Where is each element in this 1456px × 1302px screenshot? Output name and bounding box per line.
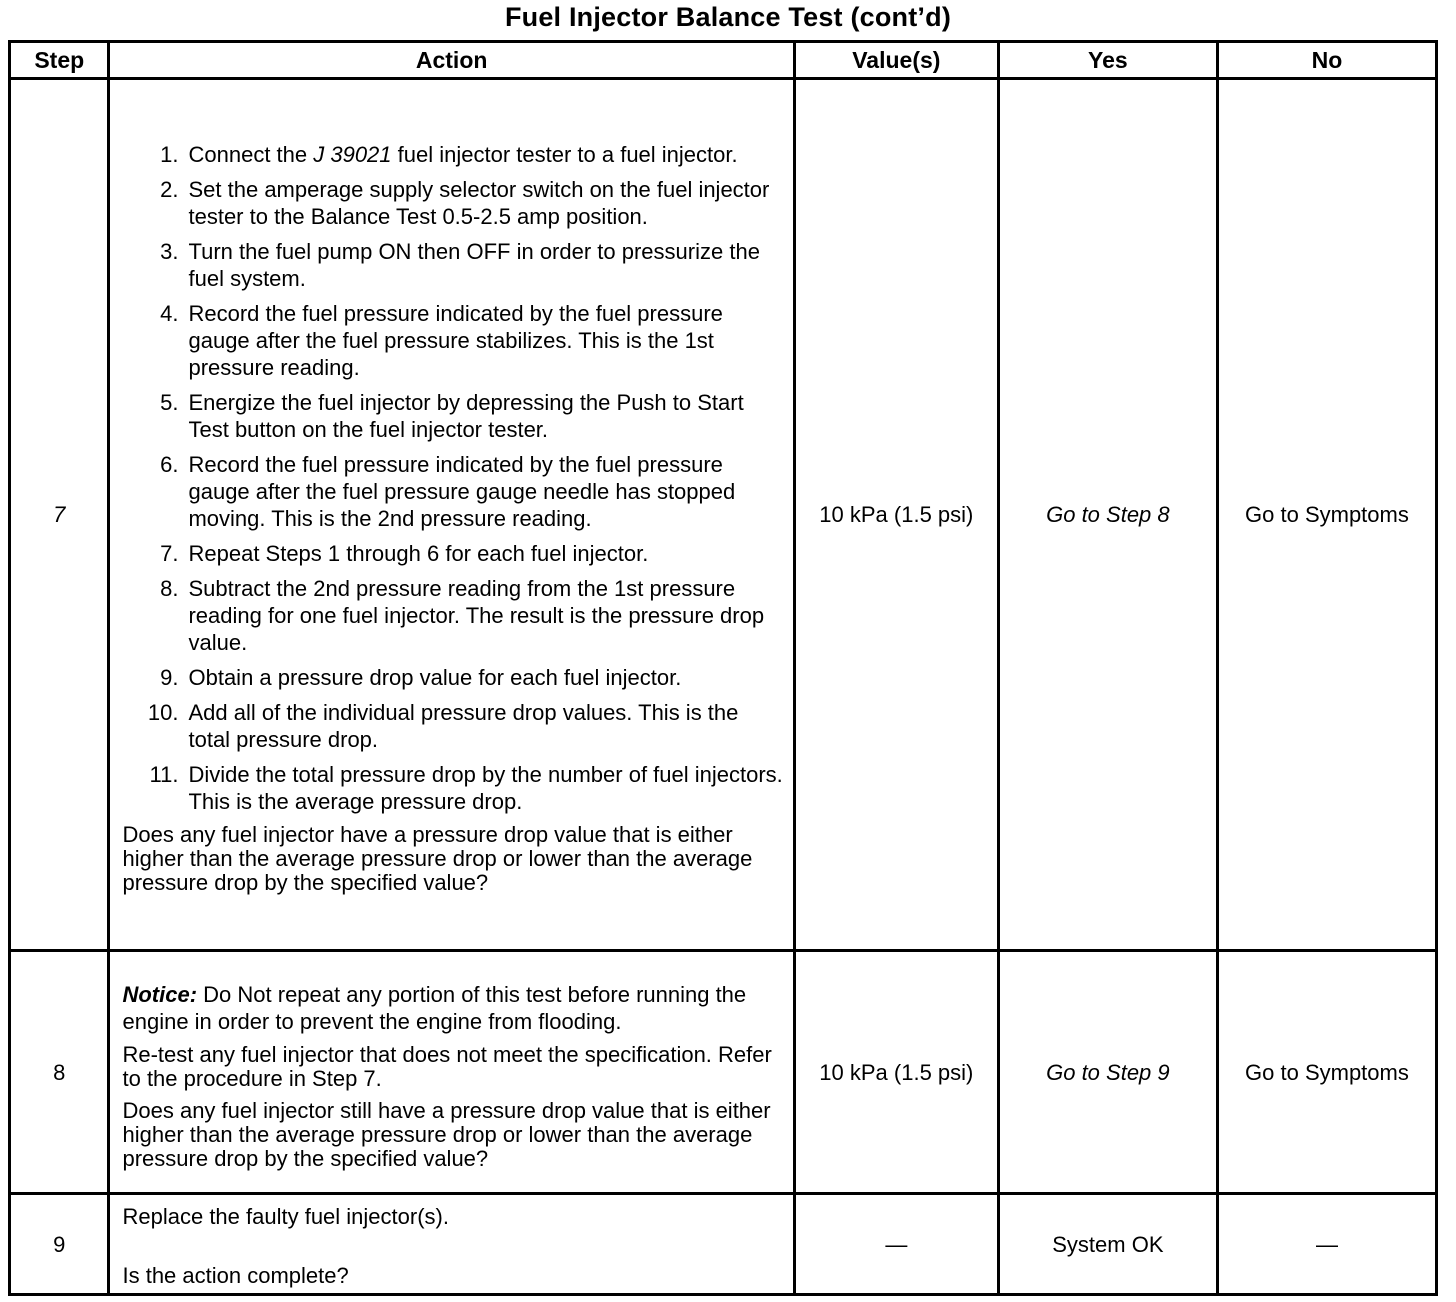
list-item	[122, 176, 782, 230]
no-link[interactable]: Go to Symptoms	[1245, 502, 1409, 527]
substep-text: Record the fuel pressure indicated by the fuel pressure gauge after the fuel pressure stabilizes. This is the 1st pressure reading.	[188, 300, 723, 380]
yes-cell	[998, 1194, 1217, 1295]
yes-link[interactable]: System OK	[1052, 1231, 1164, 1257]
value-cell: 10 kPa (1.5 psi)	[794, 79, 998, 951]
no-cell: —	[1217, 1194, 1436, 1295]
table-row	[10, 79, 1437, 951]
substep-text-pre: Connect the	[188, 141, 314, 167]
substep-number: 7.	[160, 540, 179, 566]
substep-text	[188, 141, 782, 168]
yes-cell	[998, 951, 1217, 1194]
page-title: Fuel Injector Balance Test (cont’d)	[504, 2, 952, 32]
substep-number: 1.	[160, 141, 179, 167]
substep-text: Energize the fuel injector by depressing the Push to Start Test button on the fuel injector tester.	[188, 389, 744, 442]
table-row	[10, 951, 1437, 1194]
substep-number: 2.	[160, 176, 179, 202]
action-cell	[109, 951, 794, 1194]
substep-number: 6.	[160, 451, 179, 477]
substep-number: 11.	[149, 761, 179, 787]
retest-paragraph: Re-test any fuel injector that does not meet the specification. Refer to the procedure in Step 7.	[122, 1042, 772, 1091]
header-action: Action	[109, 42, 794, 79]
question-text: Is the action complete?	[122, 1263, 349, 1288]
list-item	[122, 575, 782, 656]
list-item	[122, 699, 782, 753]
substep-number: 10.	[147, 699, 179, 725]
substep-text: Record the fuel pressure indicated by the fuel pressure gauge after the fuel pressure gauge needle has stopped moving. This is the 2nd pressure reading.	[188, 451, 736, 531]
substep-text: Set the amperage supply selector switch on the fuel injector tester to the Balance Test 0.5-2.5 amp position.	[188, 176, 770, 229]
value-cell: 10 kPa (1.5 psi)	[794, 951, 998, 1194]
substep-text: Turn the fuel pump ON then OFF in order to pressurize the fuel system.	[188, 238, 760, 291]
substep-number: 4.	[160, 300, 179, 326]
substep-text: Subtract the 2nd pressure reading from the 1st pressure reading for one fuel injector. The result is the pressure drop value.	[188, 575, 765, 655]
yes-cell	[998, 79, 1217, 951]
step-number: 9	[10, 1194, 109, 1295]
list-item	[122, 389, 782, 443]
substep-text: Obtain a pressure drop value for each fuel injector.	[188, 664, 682, 690]
substep-list	[122, 141, 782, 815]
substep-number: 3.	[160, 238, 179, 264]
yes-link[interactable]: Go to Step 9	[1046, 1059, 1170, 1085]
substep-number: 5.	[160, 389, 179, 415]
substep-text: Repeat Steps 1 through 6 for each fuel injector.	[188, 540, 649, 566]
diagnostic-table	[8, 40, 1438, 1296]
substep-text-post: fuel injector tester to a fuel injector.	[391, 141, 738, 167]
list-item	[122, 761, 782, 815]
header-no: No	[1217, 42, 1436, 79]
table-header-row	[10, 42, 1437, 79]
no-cell	[1217, 951, 1436, 1194]
list-item	[122, 300, 782, 381]
header-values: Value(s)	[794, 42, 998, 79]
no-cell	[1217, 79, 1436, 951]
action-cell	[109, 79, 794, 951]
substep-number: 9.	[160, 664, 179, 690]
substep-number: 8.	[160, 575, 179, 601]
question-text: Does any fuel injector have a pressure drop value that is either higher than the average pressure drop or lower than the average pressure drop by the specified value?	[122, 821, 753, 895]
value-cell: —	[794, 1194, 998, 1295]
yes-link[interactable]: Go to Step 8	[1046, 502, 1170, 527]
step-number: 7	[10, 79, 109, 951]
notice-text: Do Not repeat any portion of this test before running the engine in order to prevent the engine from flooding.	[122, 982, 747, 1034]
list-item	[122, 451, 782, 532]
action-cell	[109, 1194, 794, 1295]
step-number: 8	[10, 951, 109, 1194]
table-row	[10, 1194, 1437, 1295]
notice-label: Notice:	[122, 982, 198, 1007]
substep-text: Add all of the individual pressure drop values. This is the total pressure drop.	[188, 699, 739, 752]
list-item	[122, 540, 782, 567]
list-item	[122, 238, 782, 292]
list-item	[122, 141, 782, 168]
substep-text: Divide the total pressure drop by the number of fuel injectors. This is the average pressure drop.	[188, 761, 783, 814]
question-text: Does any fuel injector still have a pressure drop value that is either higher than the average pressure drop or lower than the average pressure drop by the specified value?	[122, 1098, 771, 1171]
notice-paragraph	[122, 981, 782, 1035]
action-text: Replace the faulty fuel injector(s).	[122, 1204, 449, 1229]
no-link[interactable]: Go to Symptoms	[1245, 1059, 1409, 1085]
header-yes: Yes	[998, 42, 1217, 79]
list-item	[122, 664, 782, 691]
header-step: Step	[10, 42, 109, 79]
tool-number: J 39021	[313, 141, 392, 167]
